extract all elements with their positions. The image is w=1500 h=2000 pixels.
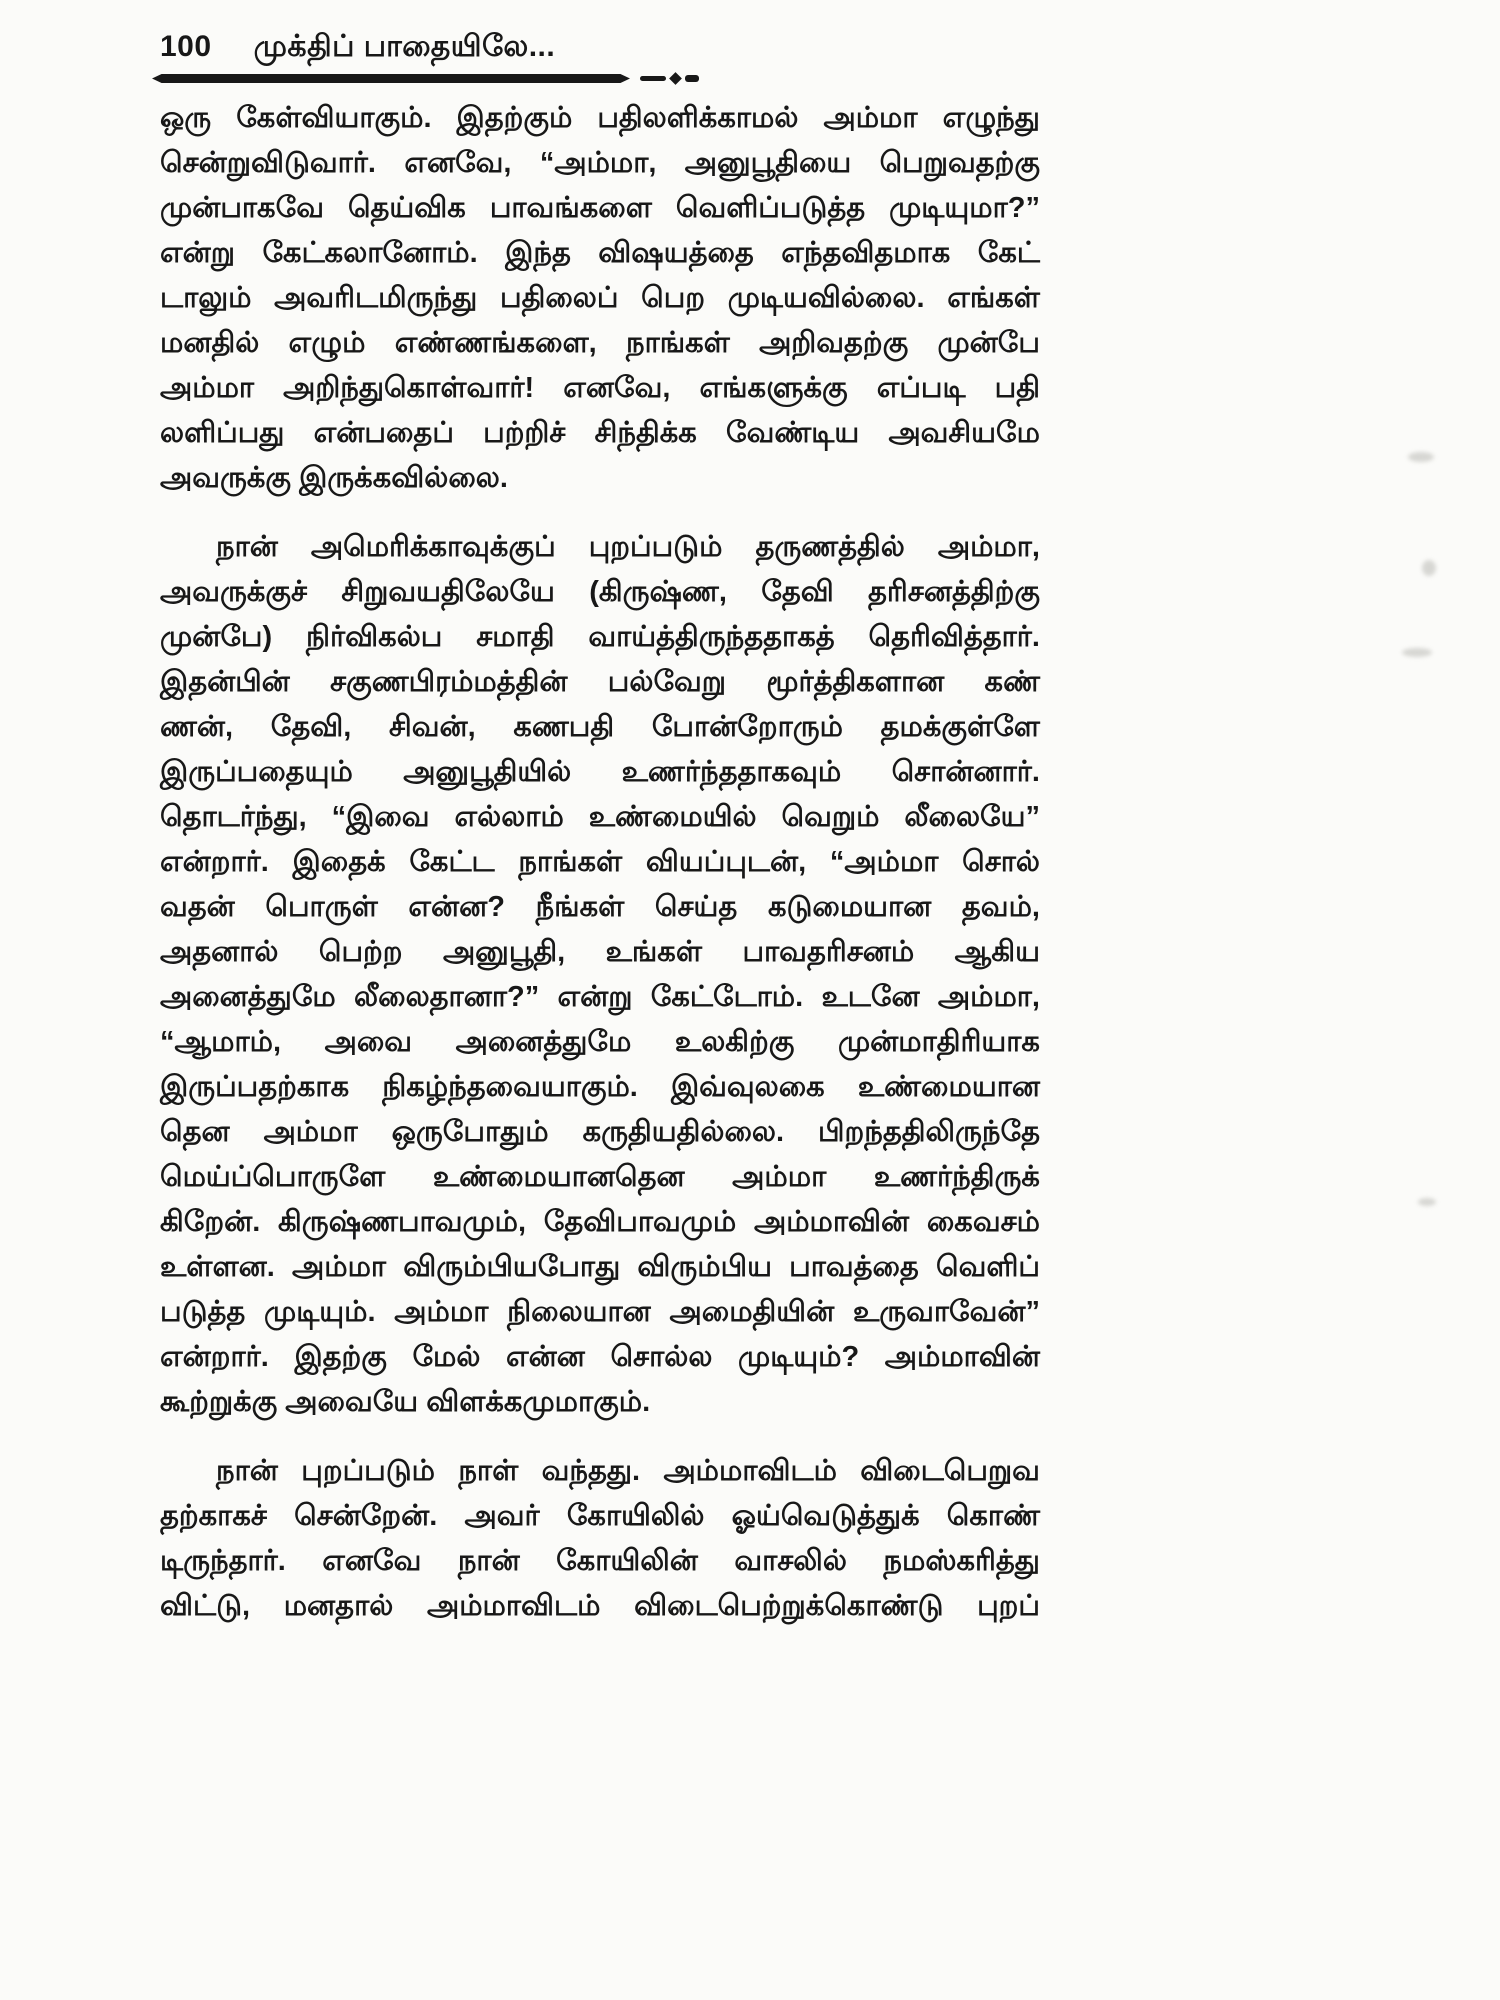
word: பெற	[641, 282, 706, 314]
word: டாலும்	[160, 282, 252, 314]
word: விடைபெற்றுக்கொண்டு	[634, 1590, 944, 1622]
word: விஷயத்தை	[598, 237, 754, 269]
word: முடியுமா?”	[889, 192, 1040, 224]
word: செய்த	[654, 891, 738, 923]
text-line	[160, 570, 1040, 615]
word: அம்மா	[292, 1251, 387, 1283]
scan-artifact	[1422, 560, 1436, 576]
word: வாய்த்திருந்ததாகத்	[588, 621, 835, 653]
word: அம்மாவின்	[753, 1206, 910, 1238]
word: ஆகிய	[954, 936, 1040, 968]
word: முடியும்.	[264, 1296, 376, 1328]
scan-artifact	[1408, 452, 1434, 462]
word: கேட்ட	[409, 846, 495, 878]
word: பாவங்களை	[489, 192, 652, 224]
word: நாங்கள்	[518, 846, 623, 878]
word: கேட்டோம்.	[650, 981, 804, 1013]
text-line	[160, 231, 1040, 276]
word: வாசலில்	[734, 1545, 847, 1577]
text-line	[160, 1245, 1040, 1290]
word: என்பதைப்	[313, 417, 454, 449]
word: கோயிலில்	[566, 1500, 705, 1532]
word: புறப்படும்	[588, 531, 723, 563]
word: அம்மா	[160, 372, 255, 404]
word: அனுபூதியை	[684, 147, 852, 179]
scan-artifact	[1402, 648, 1432, 657]
word: அனைத்துமே	[455, 1026, 632, 1058]
word: முன்மாதிரியாக	[837, 1026, 1040, 1058]
word: சொல்	[962, 846, 1040, 878]
word: எந்தவிதமாக	[781, 237, 951, 269]
ornament-dash	[640, 76, 666, 81]
word: நிகழ்ந்தவையாகும்.	[382, 1071, 638, 1103]
word: அதனால்	[160, 936, 279, 968]
word: எல்லாம்	[454, 801, 564, 833]
word: இருப்பதையும்	[160, 756, 353, 788]
word: இதைக்	[292, 846, 386, 878]
text-line	[160, 885, 1040, 930]
word: பிறந்ததிலிருந்தே	[818, 1116, 1040, 1148]
word: எனவே,	[404, 147, 512, 179]
word: என்ன?	[408, 891, 505, 923]
page-body	[160, 96, 1040, 1653]
word: அவருக்குச்	[160, 576, 308, 608]
word: வதன்	[160, 891, 235, 923]
word: இந்த	[505, 237, 571, 269]
paragraph	[160, 525, 1040, 1425]
word: தற்காகச்	[160, 1500, 267, 1532]
text-line	[160, 1539, 1040, 1584]
word: எனவே,	[563, 372, 671, 404]
word: அவை	[324, 1026, 413, 1058]
word: “அம்மா	[829, 846, 939, 878]
word: தரிசனத்திற்கு	[868, 576, 1040, 608]
word: சென்றேன்.	[294, 1500, 438, 1532]
text-line	[160, 411, 1040, 456]
text-line	[160, 141, 1040, 186]
word: கைவசம்	[926, 1206, 1040, 1238]
word: பாவதரிசனம்	[742, 936, 915, 968]
word: அவரிடமிருந்து	[274, 282, 478, 314]
word: படுத்த	[160, 1296, 246, 1328]
word: கோயிலின்	[556, 1545, 698, 1577]
word: அம்மாவிடம்	[663, 1455, 837, 1487]
word: “ஆமாம்,	[160, 1026, 282, 1058]
header-divider	[152, 74, 699, 83]
text-line	[160, 276, 1040, 321]
word: அம்மா,	[937, 531, 1040, 563]
text-line	[160, 1335, 1040, 1380]
word: பற்றிச்	[483, 417, 566, 449]
word: தேவிபாவமும்	[543, 1206, 737, 1238]
word: அறிவதற்கு	[759, 327, 909, 359]
scan-artifact	[1418, 1198, 1436, 1206]
word: பெற்ற	[318, 936, 403, 968]
word: புறப்படும்	[301, 1455, 435, 1487]
word: அம்மா	[823, 102, 918, 134]
text-line	[160, 660, 1040, 705]
word: இதற்கு	[294, 1341, 387, 1373]
word: வேண்டிய	[726, 417, 860, 449]
word: வெளிப்	[936, 1251, 1040, 1283]
word: நான்	[457, 1545, 520, 1577]
word: பதி	[994, 372, 1040, 404]
word: சமாதி	[476, 621, 555, 653]
word: உருவாவேன்”	[852, 1296, 1040, 1328]
word: கேட்	[977, 237, 1040, 269]
word: அம்மாவின்	[884, 1341, 1040, 1373]
word: சொன்னார்.	[891, 756, 1040, 788]
word: மேல்	[412, 1341, 481, 1373]
ornament-tick	[685, 75, 699, 82]
word: என்ன	[506, 1341, 585, 1373]
word: சகுணபிரம்மத்தின்	[330, 666, 568, 698]
text-line	[160, 975, 1040, 1020]
divider-ornament-icon	[640, 74, 699, 83]
word: நீங்கள்	[535, 891, 625, 923]
text-line	[160, 1584, 1040, 1629]
word: அமெரிக்காவுக்குப்	[310, 531, 556, 563]
word: முடியவில்லை.	[727, 282, 925, 314]
word: அம்மா	[263, 1116, 358, 1148]
word: இருப்பதற்காக	[160, 1071, 350, 1103]
word: ஒரு	[160, 102, 212, 134]
word: அனைத்துமே	[160, 981, 336, 1013]
word: ஓய்வெடுத்துக்	[731, 1500, 920, 1532]
word: அம்மா,	[937, 981, 1040, 1013]
word: விடைபெறுவ	[860, 1455, 1040, 1487]
word: “அம்மா,	[539, 147, 657, 179]
word: வெறும்	[781, 801, 880, 833]
page-number: 100	[160, 30, 212, 63]
text-line	[160, 186, 1040, 231]
word: கருதியதில்லை.	[582, 1116, 785, 1148]
word: என்று	[160, 237, 235, 269]
word: மனதால்	[283, 1590, 394, 1622]
word: என்றார்.	[160, 1341, 269, 1373]
text-line	[160, 795, 1040, 840]
word: தெய்விக	[347, 192, 466, 224]
word: பெறுவதற்கு	[879, 147, 1040, 179]
text-line	[160, 525, 1040, 570]
word: தென	[160, 1116, 230, 1148]
text-line	[160, 705, 1040, 750]
word: உண்மையான	[857, 1071, 1040, 1103]
ornament-diamond	[669, 72, 682, 85]
word: உண்மையில்	[588, 801, 757, 833]
word: லீலையே”	[904, 801, 1040, 833]
word: எழுந்து	[942, 102, 1040, 134]
word: மூர்த்திகளான	[766, 666, 945, 698]
word: சிவன்,	[389, 711, 476, 743]
text-line	[160, 1155, 1040, 1200]
paragraph	[160, 96, 1040, 501]
word: இதற்கும்	[456, 102, 573, 134]
word: நாள்	[458, 1455, 519, 1487]
word: முன்பே	[937, 327, 1040, 359]
text-line	[160, 1020, 1040, 1065]
text-line	[160, 321, 1040, 366]
word: தவம்,	[961, 891, 1040, 923]
text-line: கூற்றுக்கு அவையே விளக்கமுமாகும்.	[160, 1386, 651, 1418]
word: பொருள்	[265, 891, 378, 923]
word: முன்பாகவே	[160, 192, 324, 224]
word: உங்கள்	[605, 936, 703, 968]
divider-rule	[152, 74, 630, 83]
word: புறப்	[977, 1590, 1040, 1622]
word: லீலைதானா?”	[354, 981, 540, 1013]
text-line	[160, 750, 1040, 795]
word: லளிப்பது	[160, 417, 285, 449]
text-line	[160, 1200, 1040, 1245]
word: என்று	[557, 981, 633, 1013]
word: நிலையான	[507, 1296, 651, 1328]
word: உடனே	[821, 981, 920, 1013]
word: பதிலைப்	[499, 282, 619, 314]
word: (கிருஷ்ண,	[589, 576, 727, 608]
word: தெரிவித்தார்.	[868, 621, 1040, 653]
word: கிறேன்.	[160, 1206, 261, 1238]
word: இவ்வுலகை	[670, 1071, 825, 1103]
word: சொல்ல	[610, 1341, 713, 1373]
word: முடியும்?	[738, 1341, 860, 1373]
word: அம்மாவிடம்	[426, 1590, 601, 1622]
word: ஒருபோதும்	[391, 1116, 549, 1148]
word: அனுபூதி,	[442, 936, 566, 968]
word: தருணத்தில்	[755, 531, 905, 563]
text-line: அவருக்கு இருக்கவில்லை.	[160, 462, 508, 494]
word: பல்வேறு	[607, 666, 727, 698]
word: கேட்கலானோம்.	[262, 237, 478, 269]
word: நாங்கள்	[625, 327, 730, 359]
word: தேவி,	[270, 711, 352, 743]
word: விட்டு,	[160, 1590, 251, 1622]
word: விரும்பியபோது	[403, 1251, 621, 1283]
word: உணர்ந்ததாகவும்	[621, 756, 842, 788]
text-line	[160, 366, 1040, 411]
text-line	[160, 1065, 1040, 1110]
word: நிர்விகல்ப	[306, 621, 443, 653]
word: டிருந்தார்.	[160, 1545, 286, 1577]
word: என்றார்.	[160, 846, 269, 878]
text-line	[160, 1494, 1040, 1539]
word: தொடர்ந்து,	[160, 801, 307, 833]
word: வெளிப்படுத்த	[675, 192, 866, 224]
text-line	[160, 1290, 1040, 1335]
word: வியப்புடன்,	[645, 846, 807, 878]
word: பாவத்தை	[789, 1251, 919, 1283]
word: எழும்	[288, 327, 366, 359]
word: அம்மா	[732, 1161, 827, 1193]
word: உண்மையானதென	[432, 1161, 685, 1193]
word: “இவை	[331, 801, 430, 833]
word: கடுமையான	[767, 891, 932, 923]
word: விரும்பிய	[637, 1251, 772, 1283]
word: போன்றோரும்	[651, 711, 843, 743]
text-line	[160, 615, 1040, 660]
word: எங்களுக்கு	[699, 372, 848, 404]
word: எங்கள்	[947, 282, 1040, 314]
word: இதன்பின்	[160, 666, 290, 698]
word: சிந்திக்க	[594, 417, 697, 449]
word: எப்படி	[876, 372, 966, 404]
page-header	[160, 30, 1380, 68]
word: கொண்	[946, 1500, 1040, 1532]
word: அவர்	[464, 1500, 540, 1532]
word: வந்தது.	[541, 1455, 641, 1487]
word: பதிலளிக்காமல்	[597, 102, 799, 134]
word: கிருஷ்ணபாவமும்,	[277, 1206, 527, 1238]
word: நமஸ்கரித்து	[883, 1545, 1040, 1577]
word: எண்ணங்களை,	[394, 327, 597, 359]
word: ணன்,	[160, 711, 234, 743]
page-title: முக்திப் பாதையிலே...	[253, 30, 556, 63]
word: நான்	[216, 531, 278, 563]
word: கண்	[984, 666, 1040, 698]
text-line	[160, 1449, 1040, 1494]
text-line	[160, 840, 1040, 885]
word: அவசியமே	[888, 417, 1040, 449]
word: அறிந்துகொள்வார்!	[283, 372, 535, 404]
word: தமக்குள்ளே	[880, 711, 1040, 743]
word: சென்றுவிடுவார்.	[160, 147, 376, 179]
word: உலகிற்கு	[674, 1026, 795, 1058]
word: உணர்ந்திருக்	[873, 1161, 1040, 1193]
word: கேள்வியாகும்.	[236, 102, 432, 134]
word: அனுபூதியில்	[403, 756, 572, 788]
word: உள்ளன.	[160, 1251, 275, 1283]
word: முன்பே)	[160, 621, 273, 653]
word: தேவி	[761, 576, 834, 608]
text-line	[160, 96, 1040, 141]
word: சிறுவயதிலேயே	[341, 576, 555, 608]
text-line	[160, 930, 1040, 975]
word: மனதில்	[160, 327, 260, 359]
word: கணபதி	[513, 711, 615, 743]
word: எனவே	[322, 1545, 422, 1577]
word: அம்மா	[394, 1296, 489, 1328]
word: நான்	[216, 1455, 278, 1487]
word: அமைதியின்	[669, 1296, 835, 1328]
text-line	[160, 1110, 1040, 1155]
word: மெய்ப்பொருளே	[160, 1161, 386, 1193]
paragraph	[160, 1449, 1040, 1629]
